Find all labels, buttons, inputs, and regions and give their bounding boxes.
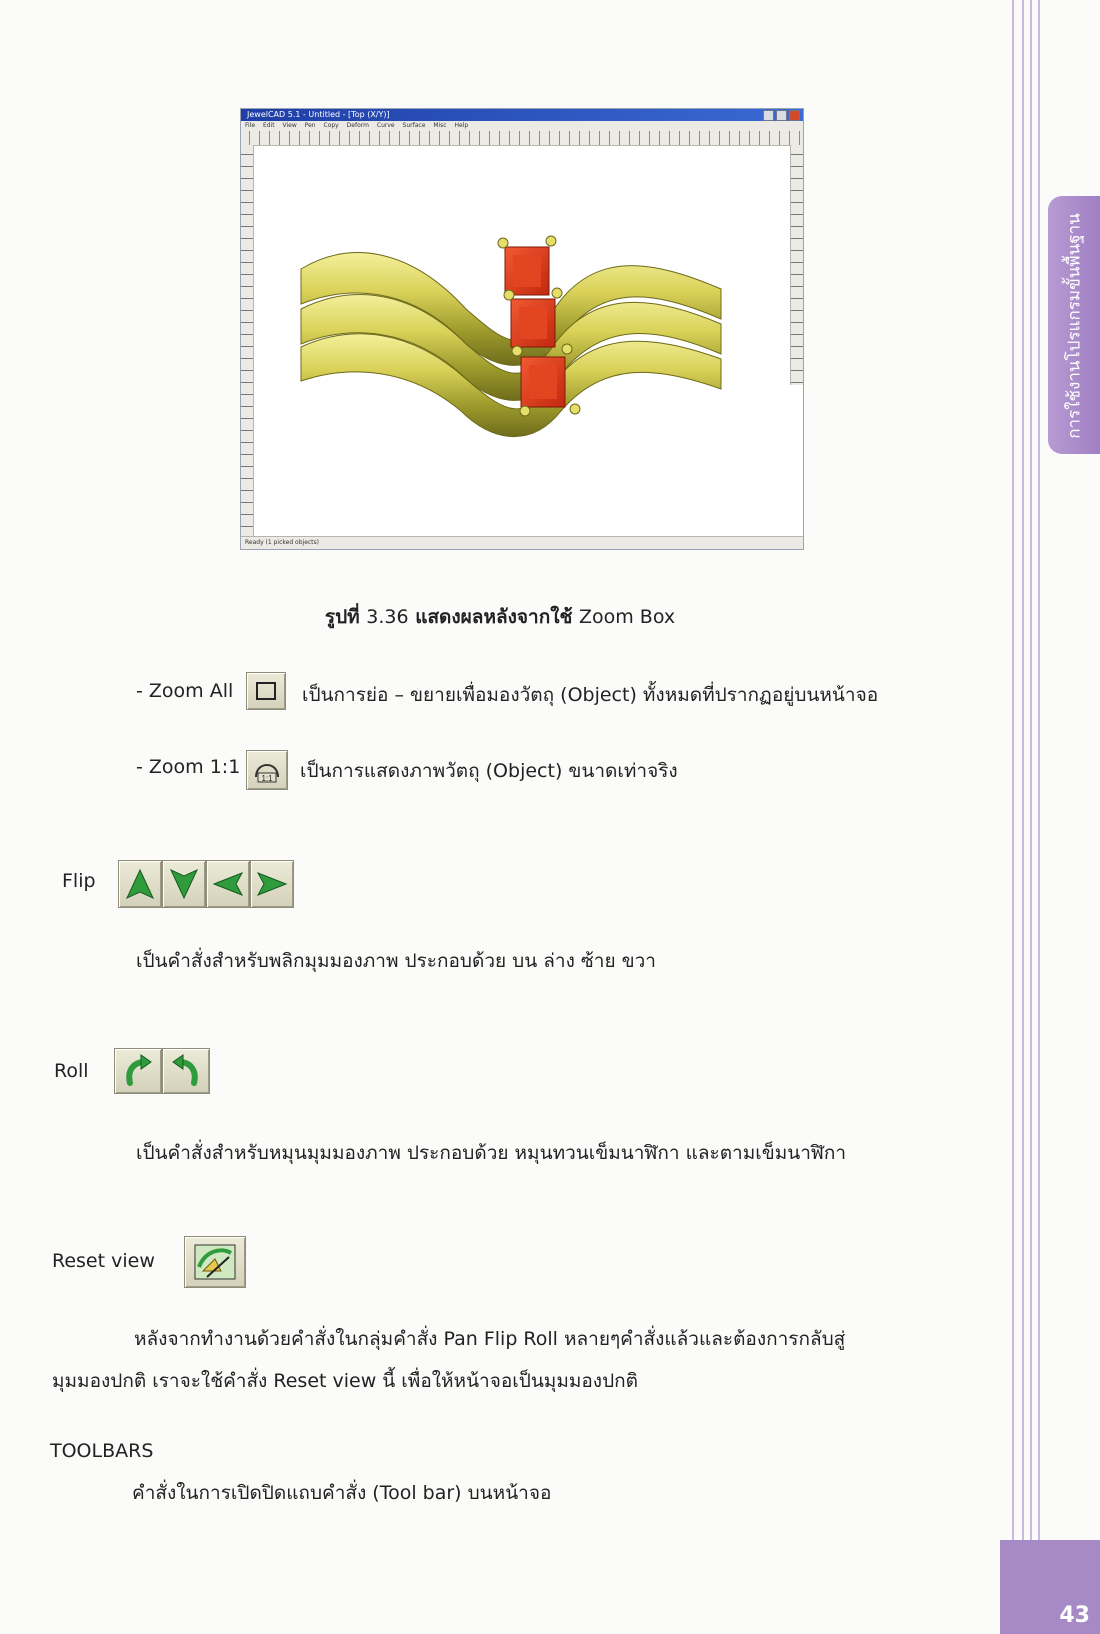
roll-heading: Roll	[54, 1060, 89, 1082]
flip-down-button[interactable]	[162, 860, 206, 908]
caption-prefix: รูปที่	[324, 606, 367, 628]
margin-stripe	[1022, 0, 1024, 1634]
arrow-left-icon	[207, 861, 249, 907]
zoom-1-1-description: เป็นการแสดงภาพวัตถุ (Object) ขนาดเท่าจริง	[300, 760, 678, 782]
zoom-all-label: - Zoom All	[136, 680, 234, 702]
menu-item-misc[interactable]: Misc	[433, 122, 447, 129]
close-icon[interactable]	[789, 110, 800, 121]
menu-item-view[interactable]: View	[282, 122, 297, 129]
zoom-1-1-icon	[247, 751, 287, 789]
toolbars-description: คำสั่งในการเปิดปิดแถบคำสั่ง (Tool bar) บนหน้าจอ	[132, 1482, 552, 1504]
margin-stripe	[1038, 0, 1040, 1634]
flip-description: เป็นคำสั่งสำหรับพลิกมุมมองภาพ ประกอบด้วย บน ล่าง ซ้าย ขวา	[136, 950, 656, 972]
figure-caption	[0, 602, 1000, 632]
rotate-counterclockwise-icon	[115, 1049, 161, 1093]
caption-number: 3.36	[366, 606, 409, 628]
menu-item-surface[interactable]: Surface	[402, 122, 426, 129]
zoom-all-button[interactable]	[246, 672, 286, 710]
zoom-1-1-button[interactable]	[246, 750, 288, 790]
margin-stripe	[1012, 0, 1014, 1634]
zoom-all-description: เป็นการย่อ – ขยายเพื่อมองวัตถุ (Object) ทั้งหมดที่ปรากฏอยู่บนหน้าจอ	[302, 684, 879, 706]
zoom-1-1-label: - Zoom 1:1	[136, 756, 241, 778]
toolbars-heading: TOOLBARS	[50, 1440, 154, 1462]
window-title: JewelCAD 5.1 - Untitled - [Top (X/Y)]	[247, 110, 390, 119]
menu-item-edit[interactable]: Edit	[262, 122, 275, 129]
arrow-down-icon	[163, 861, 205, 907]
menu-item-help[interactable]: Help	[454, 122, 469, 129]
window-titlebar	[241, 109, 803, 121]
reset-view-icon	[185, 1237, 245, 1287]
top-toolbar[interactable]	[241, 131, 803, 146]
reset-view-button[interactable]	[184, 1236, 246, 1288]
roll-counterclockwise-button[interactable]	[114, 1048, 162, 1094]
reset-view-description-line2: มุมมองปกติ เราจะใช้คำสั่ง Reset view นี้ เพื่อให้หน้าจอเป็นมุมมองปกติ	[52, 1370, 638, 1392]
flip-up-button[interactable]	[118, 860, 162, 908]
caption-en: Zoom Box	[578, 606, 676, 628]
jewelcad-screenshot	[240, 108, 804, 550]
flip-heading: Flip	[62, 870, 96, 892]
ring-model-render	[291, 229, 731, 449]
caption-thai: แสดงผลหลังจากใช้	[408, 606, 579, 628]
page-number: 43	[1059, 1603, 1090, 1628]
menu-item-deform[interactable]: Deform	[346, 122, 369, 129]
margin-stripe	[1030, 0, 1032, 1634]
arrow-up-icon	[119, 861, 161, 907]
chapter-side-tab-label: การใช้งานโปรแกรมขั้นพื้นฐาน	[1064, 213, 1085, 439]
reset-view-heading: Reset view	[52, 1250, 155, 1272]
roll-clockwise-button[interactable]	[162, 1048, 210, 1094]
menu-item-pen[interactable]: Pen	[304, 122, 316, 129]
menu-item-copy[interactable]: Copy	[323, 122, 339, 129]
svg-text:1:1: 1:1	[261, 774, 273, 783]
menu-item-curve[interactable]: Curve	[376, 122, 395, 129]
status-bar: Ready (1 picked objects)	[241, 536, 803, 549]
reset-view-description-line1: หลังจากทำงานด้วยคำสั่งในกลุ่มคำสั่ง Pan Flip Roll หลายๆคำสั่งแล้วและต้องการกลับสู่	[134, 1328, 846, 1350]
page-number-box	[1000, 1540, 1100, 1634]
zoom-all-icon	[247, 673, 285, 709]
roll-description: เป็นคำสั่งสำหรับหมุนมุมมองภาพ ประกอบด้วย หมุนทวนเข็มนาฬิกา และตามเข็มนาฬิกา	[136, 1142, 847, 1164]
flip-right-button[interactable]	[250, 860, 294, 908]
arrow-right-icon	[251, 861, 293, 907]
menu-item-file[interactable]: File	[245, 122, 256, 129]
left-toolbar[interactable]	[241, 145, 254, 537]
minimize-icon[interactable]	[763, 110, 774, 121]
maximize-icon[interactable]	[776, 110, 787, 121]
rotate-clockwise-icon	[163, 1049, 209, 1093]
right-toolbar[interactable]	[790, 145, 803, 385]
menu-bar	[241, 121, 803, 131]
flip-left-button[interactable]	[206, 860, 250, 908]
